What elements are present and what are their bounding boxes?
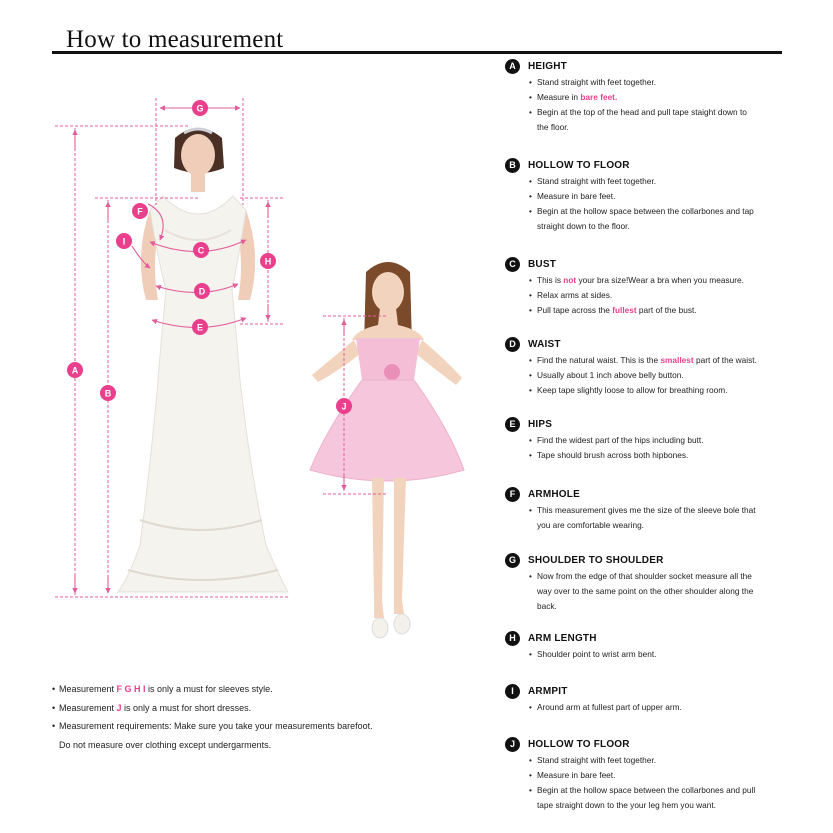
bullet-text: you are comfortable wearing. (537, 520, 644, 530)
section-d-waist (505, 336, 795, 398)
section-e-hips (505, 416, 795, 463)
measurement-illustration (0, 0, 500, 660)
short-dress-figure (310, 262, 464, 638)
bullet-dot: • (529, 92, 532, 102)
bullet-text: Do not measure over clothing except undergarments. (59, 739, 272, 750)
bullet-text: tape straight down to the your leg hem you want. (537, 800, 716, 810)
label-a: A (71, 365, 79, 376)
highlight-text: not (563, 275, 577, 285)
bullet-dot: • (52, 684, 56, 694)
bullet-dot: • (529, 505, 532, 515)
bullet-text: Tape should brush across both hipbones. (537, 450, 689, 460)
bullet-item (527, 174, 795, 189)
bullet-text: straight down to the floor. (537, 221, 630, 231)
section-badge: E (505, 417, 520, 432)
note-line (52, 699, 472, 718)
label-j: J (341, 401, 347, 412)
section-title: HIPS (528, 418, 553, 430)
section-badge: J (505, 737, 520, 752)
bullet-text: Measurement requirements: Make sure you take your measurements barefoot. (59, 721, 373, 731)
section-j-hollow-to-floor (505, 736, 795, 813)
bullet-dot: • (529, 435, 532, 445)
bullet-text: Begin at the hollow space between the collarbones and tap (537, 206, 754, 216)
section-b-hollow-to-floor (505, 157, 795, 234)
bullet-text: Shoulder point to wrist arm bent. (537, 649, 657, 659)
label-d: D (198, 286, 206, 297)
bullet-item (527, 90, 795, 105)
bullet-dot: • (529, 571, 532, 581)
bullet-dot: • (529, 370, 532, 380)
bullet-text: is only a must for short dresses. (121, 702, 252, 713)
bullet-text: Measure in bare feet. (537, 770, 616, 780)
bullet-item (527, 599, 795, 614)
bullet-dot: • (529, 107, 532, 117)
section-f-armhole (505, 486, 795, 533)
section-badge: C (505, 257, 520, 272)
label-i: I (122, 236, 126, 247)
highlight-text: fullest (612, 305, 637, 315)
bullet-dot: • (529, 385, 532, 395)
bullet-dot: • (529, 191, 532, 201)
bullet-text: Measure in (537, 92, 581, 102)
section-badge: B (505, 158, 520, 173)
section-badge: F (505, 487, 520, 502)
section-title: SHOULDER TO SHOULDER (528, 554, 664, 566)
bullet-item (527, 768, 795, 783)
label-f: F (137, 206, 143, 217)
bullet-text: Usually about 1 inch above belly button. (537, 370, 684, 380)
highlight-text: smallest (660, 355, 694, 365)
bullet-item (527, 798, 795, 813)
bullet-text: Stand straight with feet together. (537, 755, 656, 765)
bullet-item (527, 189, 795, 204)
bullet-dot: • (529, 206, 532, 216)
bullet-text: Measurement (59, 702, 117, 713)
section-i-armpit (505, 683, 795, 715)
bullet-item (527, 204, 795, 219)
section-badge: I (505, 684, 520, 699)
bullet-dot: • (529, 702, 532, 712)
bullet-dot: • (529, 290, 532, 300)
bullet-item (527, 219, 795, 234)
bullet-text: your bra size!Wear a bra when you measure. (576, 275, 744, 285)
label-h: H (264, 256, 272, 267)
bullet-text: back. (537, 601, 557, 611)
bullet-text: Find the widest part of the hips including butt. (537, 435, 704, 445)
bullet-text: Relax arms at sides. (537, 290, 613, 300)
bullet-dot: • (529, 305, 532, 315)
highlight-text: J (116, 702, 122, 713)
bullet-item (527, 433, 795, 448)
bullet-text: This measurement gives me the size of the sleeve bole that (537, 505, 756, 515)
note-line (52, 736, 472, 755)
bullet-text: Begin at the hollow space between the collarbones and pull (537, 785, 756, 795)
bullet-item (527, 303, 795, 318)
section-c-bust (505, 256, 795, 318)
bullet-dot: • (529, 355, 532, 365)
bullet-item (527, 368, 795, 383)
measurement-notes (52, 680, 472, 754)
label-b: B (104, 388, 112, 399)
section-title: HOLLOW TO FLOOR (528, 159, 630, 171)
section-title: WAIST (528, 338, 561, 350)
bullet-item (527, 383, 795, 398)
highlight-text: F G H I (116, 684, 146, 694)
note-line (52, 680, 472, 699)
bullet-dot: • (52, 721, 56, 731)
bullet-text: Now from the edge of that shoulder socket measure all the (537, 571, 752, 581)
bullet-dot: • (529, 275, 532, 285)
bullet-dot: • (529, 649, 532, 659)
bullet-dot: • (529, 770, 532, 780)
bullet-item (527, 783, 795, 798)
bullet-dot: • (529, 77, 532, 87)
label-c: C (197, 245, 205, 256)
bullet-text: Stand straight with feet together. (537, 176, 656, 186)
bullet-item (527, 647, 795, 662)
section-h-arm-length (505, 630, 795, 662)
section-title: ARMPIT (528, 685, 568, 697)
bullet-dot: • (529, 450, 532, 460)
section-title: HOLLOW TO FLOOR (528, 738, 630, 750)
bullet-text: Measurement (59, 684, 117, 694)
bullet-text: Keep tape slightly loose to allow for breathing room. (537, 385, 728, 395)
bullet-item (527, 700, 795, 715)
section-title: ARMHOLE (528, 488, 580, 500)
bullet-text: is only a must for sleeves style. (145, 684, 273, 694)
bullet-item (527, 753, 795, 768)
highlight-text: bare feet. (580, 92, 618, 102)
section-badge: A (505, 59, 520, 74)
bullet-text: This is (537, 275, 564, 285)
section-a-height (505, 58, 795, 135)
bullet-text: way over to the same point on the other shoulder along the (537, 586, 754, 596)
bullet-text: part of the bust. (636, 305, 697, 315)
bullet-dot: • (52, 702, 56, 713)
section-badge: D (505, 337, 520, 352)
bullet-item (527, 569, 795, 584)
note-line (52, 717, 472, 736)
bullet-text: Find the natural waist. This is the (537, 355, 661, 365)
bullet-item (527, 448, 795, 463)
section-badge: H (505, 631, 520, 646)
label-g: G (196, 103, 204, 114)
bullet-text: Measure in bare feet. (537, 191, 616, 201)
bullet-item (527, 503, 795, 518)
bullet-item (527, 353, 795, 368)
section-title: HEIGHT (528, 60, 567, 72)
section-title: ARM LENGTH (528, 632, 597, 644)
bullet-item (527, 288, 795, 303)
bullet-item (527, 120, 795, 135)
bullet-text: Stand straight with feet together. (537, 77, 656, 87)
section-g-shoulder-to-shoulder (505, 552, 795, 614)
section-title: BUST (528, 258, 557, 270)
bullet-text: Pull tape across the (537, 305, 613, 315)
section-badge: G (505, 553, 520, 568)
bullet-item (527, 273, 795, 288)
bullet-dot: • (529, 755, 532, 765)
bullet-text: the floor. (537, 122, 569, 132)
bullet-item (527, 105, 795, 120)
bullet-text: Around arm at fullest part of upper arm. (537, 702, 682, 712)
bullet-text: Begin at the top of the head and pull tape staight down to (537, 107, 747, 117)
page-title: How to measurement (66, 26, 284, 53)
bullet-item (527, 584, 795, 599)
bullet-dot: • (529, 176, 532, 186)
bullet-dot: • (529, 785, 532, 795)
label-e: E (196, 322, 204, 333)
bullet-item (527, 518, 795, 533)
bullet-text: part of the waist. (693, 355, 757, 365)
bullet-item (527, 75, 795, 90)
